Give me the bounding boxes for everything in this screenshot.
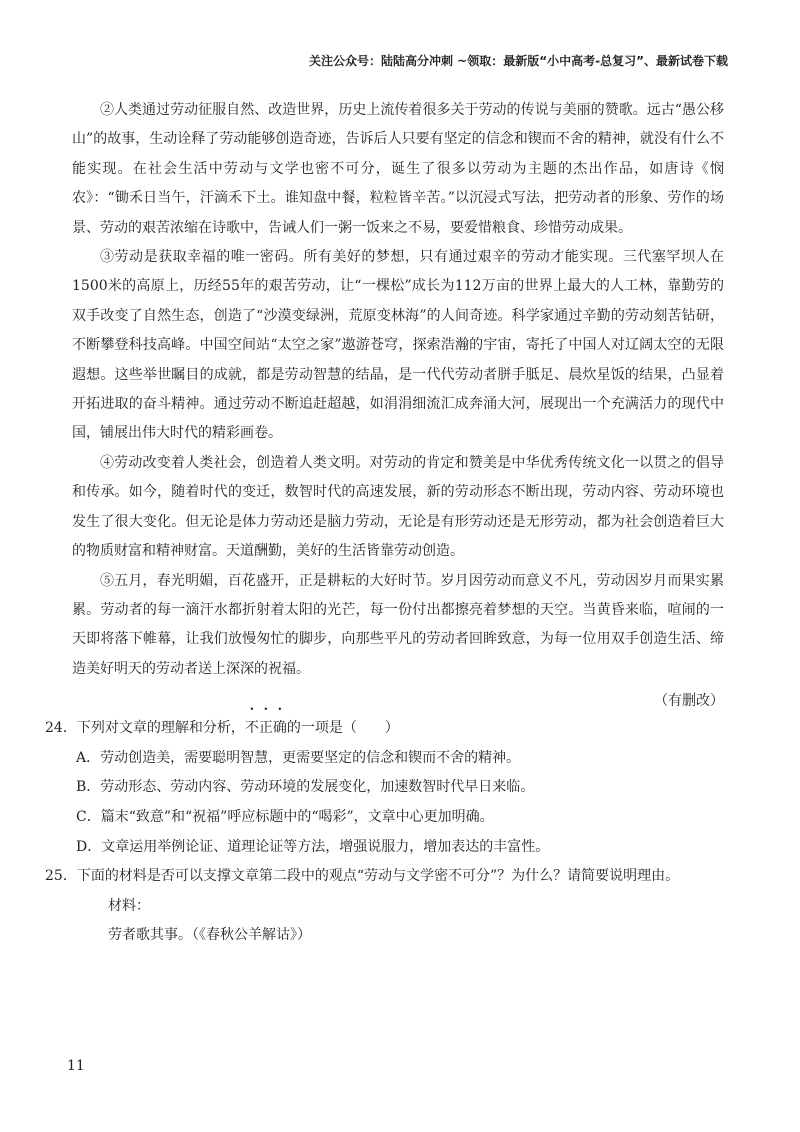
page-number: 11 (67, 1058, 85, 1074)
material-text: 劳者歌其事。（《春秋公羊解诂》） (108, 927, 311, 944)
option-c: C．篇末“致意”和“祝福”呼应标题中的“喝彩”，文章中心更加明确。 (76, 808, 494, 825)
material-label: 材料： (108, 897, 150, 914)
paragraph-4: ④劳动改变着人类社会，创造着人类文明。对劳动的肯定和赞美是中华优秀传统文化一以贯之的倡导和传承。如今，随着时代的变迁，数智时代的高速发展，新的劳动形态不断出现，劳动内容、劳动环境也发生了很大变化。但无论是体力劳动还是脑力劳动，无论是有形劳动还是无形劳动，都为社会创造着巨大的物质财富和精神财富。天道酬勤，美好的生活皆靠劳动创造。 (72, 454, 724, 560)
emphasis-char: 正 (258, 720, 273, 737)
question-24-suffix: 的一项是（ ） (286, 720, 399, 737)
page-header: 关注公众号：陆陆高分冲刺 ~领取：最新版“小中高考-总复习”、最新试卷下载 (309, 54, 728, 68)
document-body (45, 96, 724, 951)
emphasis-char: 确 (272, 720, 287, 737)
question-24-stem (45, 714, 724, 744)
paragraph-3: ③劳动是获取幸福的唯一密码。所有美好的梦想，只有通过艰辛的劳动才能实现。三代塞罕坝人在1500米的高原上，历经55年的艰苦劳动，让“一棵松”成长为112万亩的世界上最大的人工林，靠勤劳的双手改变了自然生态，创造了“沙漠变绿洲，荒原变林海”的人间奇迹。科学家通过辛勤的劳动刻苦钻研，不断攀登科技高峰。中国空间站“太空之家”遨游苍穹，探索浩瀚的宇宙，寄托了中国人对辽阔太空的无限遐想。这些举世瞩目的成就，都是劳动智慧的结晶，是一代代劳动者胼手胝足、晨炊星饭的结果，凸显着开拓进取的奋斗精神。通过劳动不断追赶超越，如涓涓细流汇成奔涌大河，展现出一个充满活力的现代中国，铺展出伟大时代的精彩画卷。 (72, 249, 724, 442)
question-25-stem: 25．下面的材料是否可以支撑文章第二段中的观点“劳动与文学密不可分”？为什么？请简要说明理由。 (45, 868, 680, 885)
option-d: D．文章运用举例论证、道理论证等方法，增强说服力，增加表达的丰富性。 (76, 838, 550, 855)
emphasis-char: 不 (244, 720, 259, 737)
paragraph-2: ②人类通过劳动征服自然、改造世界，历史上流传着很多关于劳动的传说与美丽的赞歌。远古“愚公移山”的故事，生动诠释了劳动能够创造奇迹，告诉后人只要有坚定的信念和锲而不舍的精神，就没有什么不能实现。在社会生活中劳动与文学也密不可分，诞生了很多以劳动为主题的杰出作品，如唐诗《悯农》：“锄禾日当午，汗滴禾下土。谁知盘中餐，粒粒皆辛苦。”以沉浸式写法，把劳动者的形象、劳作的场景、劳动的艰苦浓缩在诗歌中，告诫人们一粥一饭来之不易，要爱惜粮食、珍惜劳动成果。 (72, 102, 724, 236)
question-24-prefix: 24．下列对文章的理解和分析， (45, 720, 245, 737)
source-note: （有删改） (654, 693, 724, 710)
option-b: B．劳动形态、劳动内容、劳动环境的发展变化，加速数智时代早日来临。 (76, 779, 535, 796)
option-a: A．劳动创造美，需要聪明智慧，更需要坚定的信念和锲而不舍的精神。 (76, 749, 521, 766)
paragraph-5: ⑤五月，春光明媚，百花盛开，正是耕耘的大好时节。岁月因劳动而意义不凡，劳动因岁月而果实累累。劳动者的每一滴汗水都折射着太阳的光芒，每一份付出都擦亮着梦想的天空。当黄昏来临，喧闹的一天即将落下帷幕，让我们放慢匆忙的脚步，向那些平凡的劳动者回眸致意，为每一位用双手创造生活、缔造美好明天的劳动者送上深深的祝福。 (72, 572, 724, 677)
